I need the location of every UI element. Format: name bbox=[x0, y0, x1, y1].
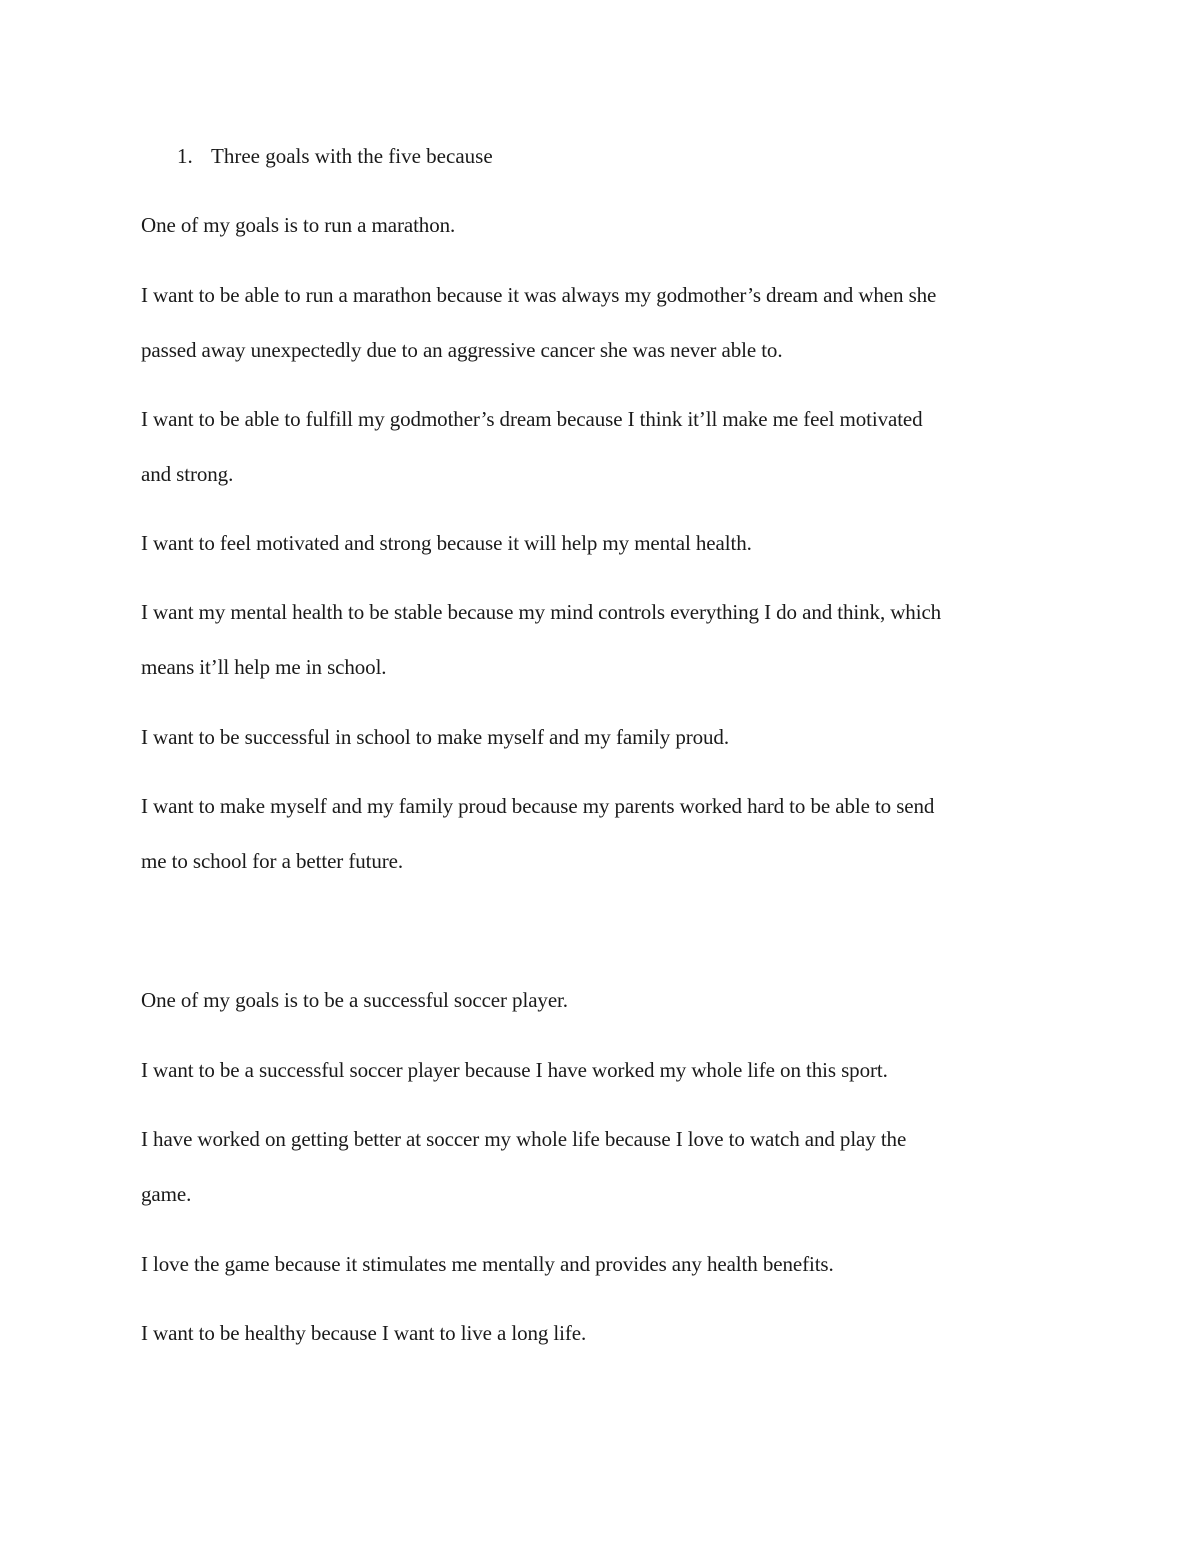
text-line: and strong. bbox=[141, 462, 234, 486]
text-line: I want to make myself and my family proud because my parents worked hard to be able to send bbox=[141, 794, 935, 818]
text-line: I want to be healthy because I want to live a long life. bbox=[141, 1321, 587, 1345]
text-line: One of my goals is to run a marathon. bbox=[141, 213, 456, 237]
text-line: I have worked on getting better at soccer my whole life because I love to watch and play the bbox=[141, 1127, 907, 1151]
text-line: I want to be successful in school to make myself and my family proud. bbox=[141, 725, 729, 749]
text-line: I want to feel motivated and strong because it will help my mental health. bbox=[141, 531, 752, 555]
list-number: 1. bbox=[177, 144, 193, 168]
text-line: I want to be able to run a marathon because it was always my godmother’s dream and when she bbox=[141, 283, 937, 307]
text-line: I want to be able to fulfill my godmother’s dream because I think it’ll make me feel motivated bbox=[141, 407, 923, 431]
heading-text: Three goals with the five because bbox=[211, 144, 493, 168]
text-line: One of my goals is to be a successful soccer player. bbox=[141, 988, 568, 1012]
text-line: I want my mental health to be stable because my mind controls everything I do and think, which bbox=[141, 600, 942, 624]
text-line: game. bbox=[141, 1182, 192, 1206]
text-line: means it’ll help me in school. bbox=[141, 655, 387, 679]
numbered-heading bbox=[177, 142, 493, 170]
text-line: me to school for a better future. bbox=[141, 849, 404, 873]
text-line: I love the game because it stimulates me mentally and provides any health benefits. bbox=[141, 1252, 834, 1276]
text-line: I want to be a successful soccer player because I have worked my whole life on this sport. bbox=[141, 1058, 888, 1082]
text-line: passed away unexpectedly due to an aggressive cancer she was never able to. bbox=[141, 338, 783, 362]
